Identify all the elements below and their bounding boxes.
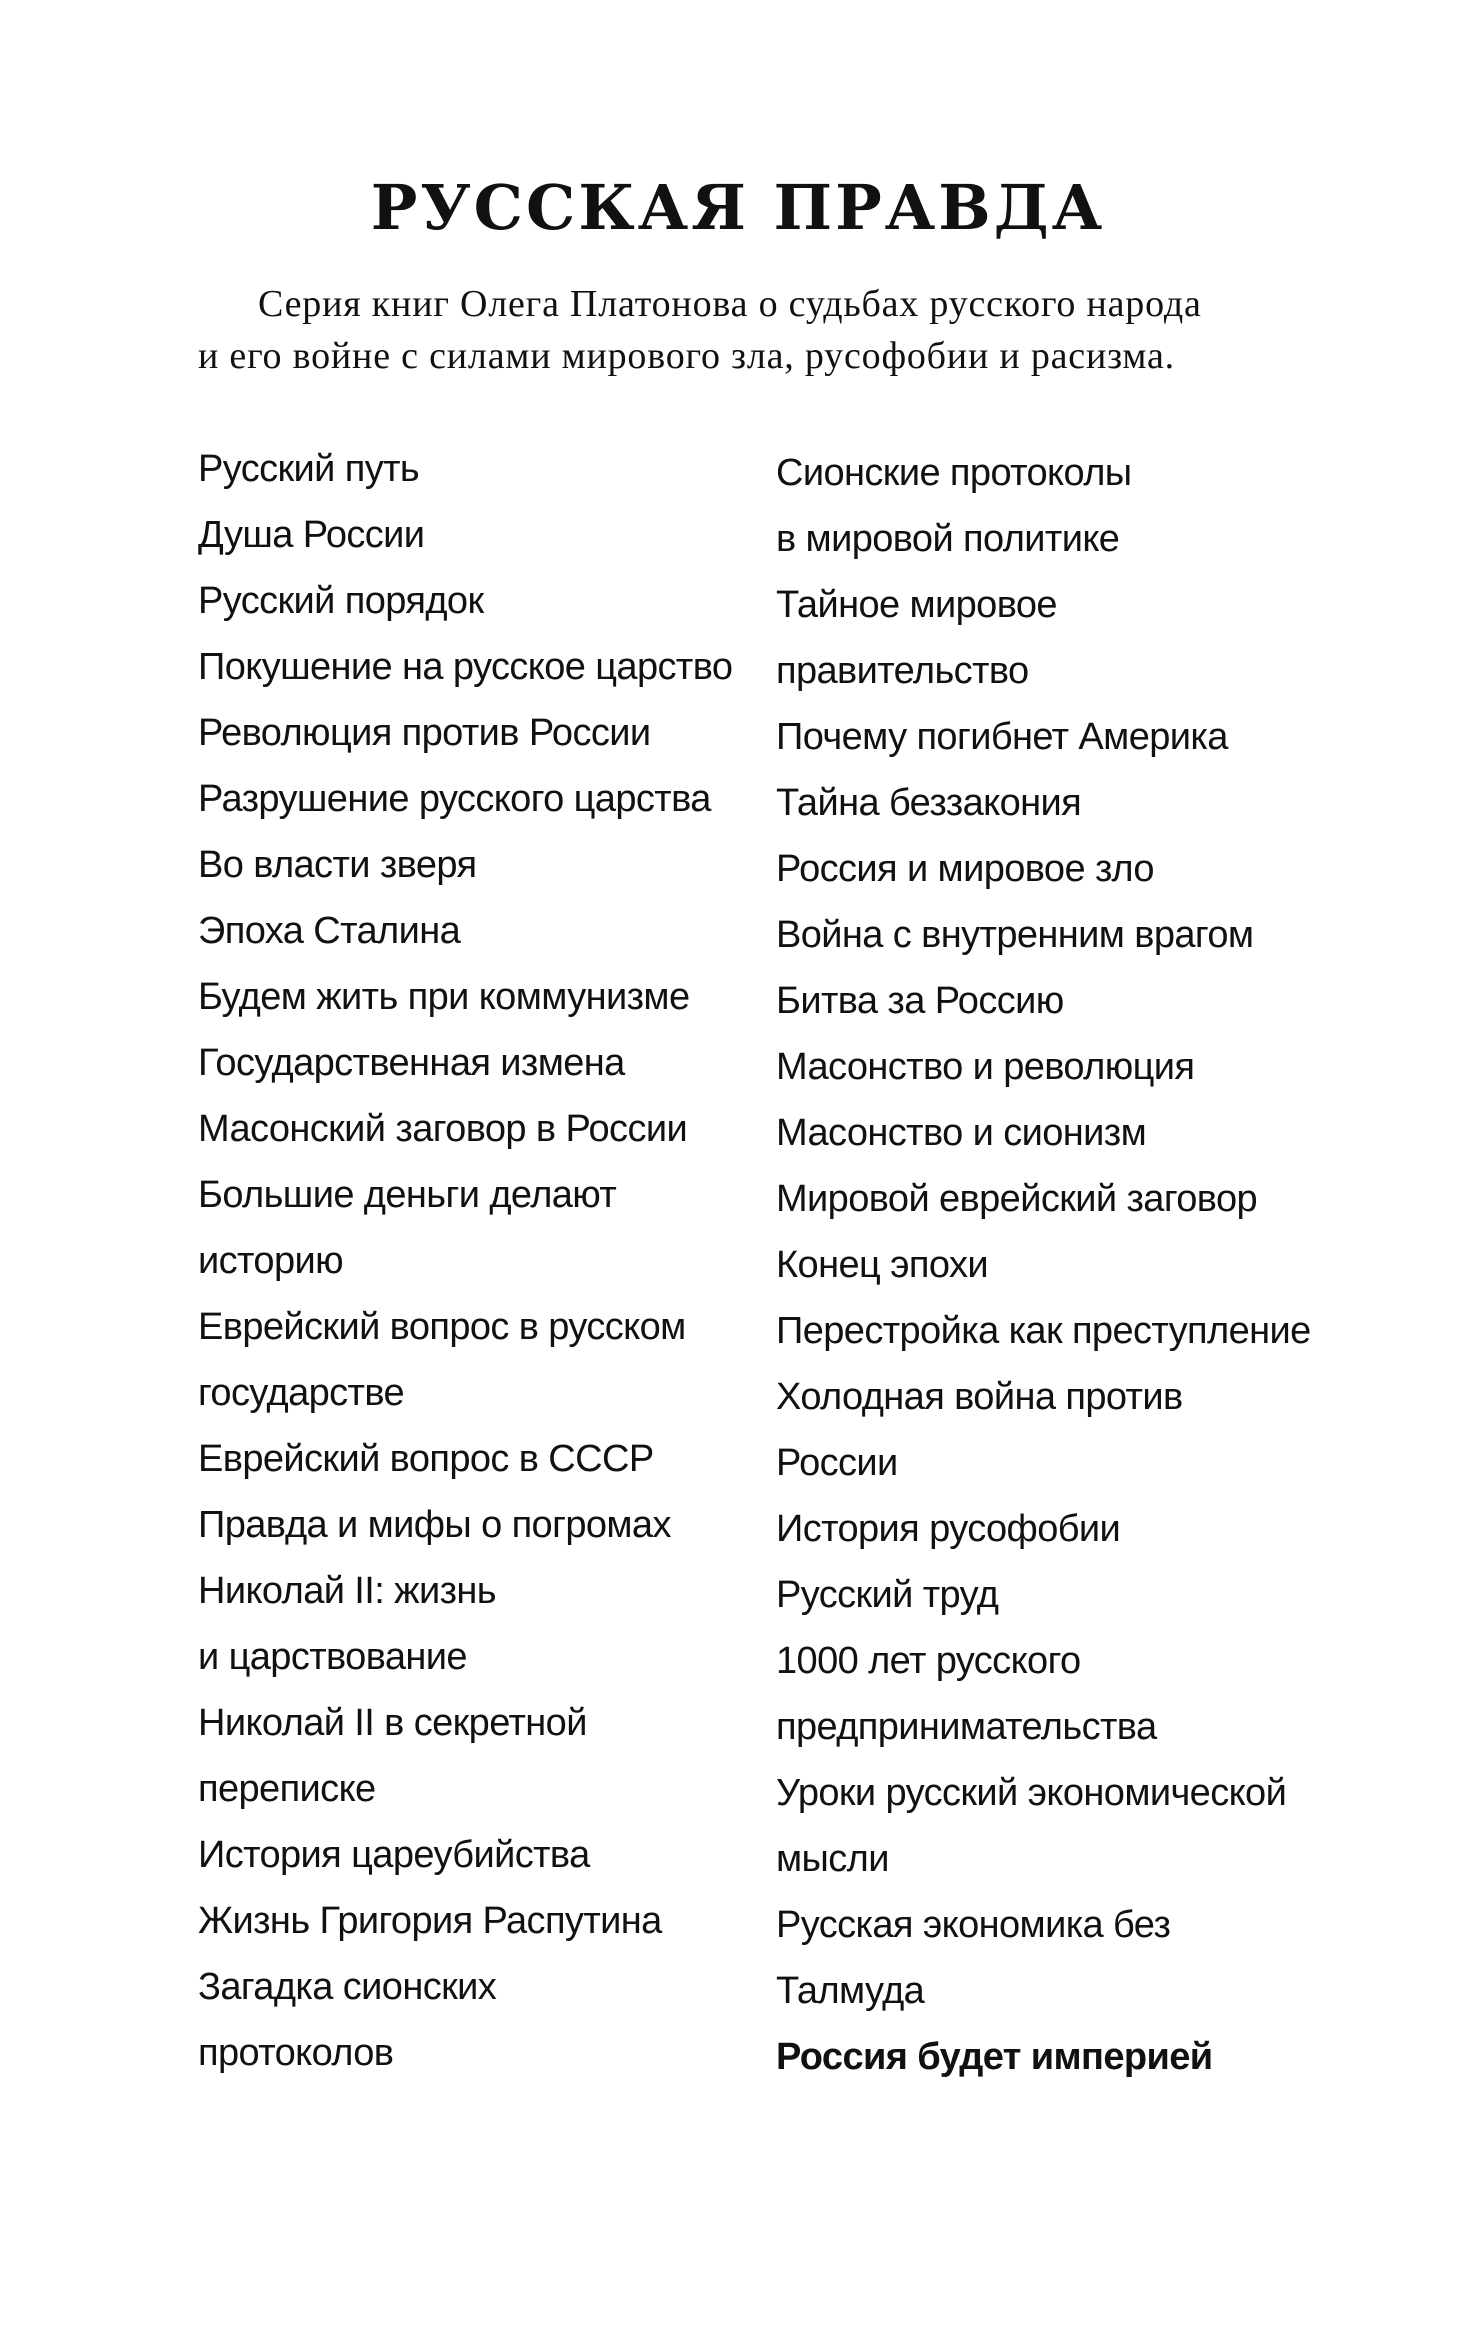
book-title-line: Почему погибнет Америка: [776, 716, 1228, 758]
book-title-line: Россия и мировое зло: [776, 848, 1154, 890]
book-title-line: Государственная измена: [198, 1042, 625, 1084]
book-title-line: Уроки русский экономической: [776, 1772, 1287, 1814]
book-title-line: Русский порядок: [198, 580, 484, 622]
book-title-line: Конец эпохи: [776, 1244, 989, 1286]
book-title-line: Николай II: жизнь: [198, 1570, 496, 1612]
book-title-line: Масонство и революция: [776, 1046, 1195, 1088]
book-title-line: Масонство и сионизм: [776, 1112, 1147, 1154]
book-title-line: Большие деньги делают: [198, 1174, 617, 1216]
book-title-line: Еврейский вопрос в СССР: [198, 1438, 654, 1480]
series-description: [198, 278, 1318, 382]
book-title-line: Правда и мифы о погромах: [198, 1504, 671, 1546]
book-title-line: История цареубийства: [198, 1834, 590, 1876]
book-title-line: Эпоха Сталина: [198, 910, 461, 952]
book-title-line: Загадка сионских: [198, 1966, 497, 2008]
book-title-line: историю: [198, 1240, 343, 1282]
book-title-line: протоколов: [198, 2032, 394, 2074]
book-title-line: Русский путь: [198, 448, 420, 490]
book-list-left: [198, 436, 732, 2086]
book-title-line: Перестройка как преступление: [776, 1310, 1311, 1352]
book-title-line: Сионские протоколы: [776, 452, 1132, 494]
book-title-line: Русская экономика без: [776, 1904, 1171, 1946]
book-title-line: Покушение на русское царство: [198, 646, 733, 688]
description-line-2: и его войне с силами мирового зла, русофобии и расизма.: [198, 335, 1175, 377]
book-title-line: Тайное мировое: [776, 584, 1057, 626]
book-title-line: Душа России: [198, 514, 425, 556]
book-title-line: Талмуда: [776, 1970, 925, 2012]
book-title-line: Мировой еврейский заговор: [776, 1178, 1258, 1220]
book-title-line: Русский труд: [776, 1574, 999, 1616]
book-title-line: Революция против России: [198, 712, 651, 754]
book-title-line: государстве: [198, 1372, 405, 1414]
book-title-line: переписке: [198, 1768, 376, 1810]
book-title-line: и царствование: [198, 1636, 467, 1678]
book-title-line: Еврейский вопрос в русском: [198, 1306, 686, 1348]
book-list-right: [776, 440, 1311, 2090]
book-title-line: Война с внутренним врагом: [776, 914, 1254, 956]
book-title-line: Битва за Россию: [776, 980, 1064, 1022]
book-title-line: правительство: [776, 650, 1029, 692]
book-title-line: России: [776, 1442, 898, 1484]
book-title-line: 1000 лет русского: [776, 1640, 1081, 1682]
book-title-line: Во власти зверя: [198, 844, 477, 886]
book-title-line: мысли: [776, 1838, 889, 1880]
book-title-line: в мировой политике: [776, 518, 1120, 560]
book-title-line: Масонский заговор в России: [198, 1108, 688, 1150]
page-title: РУССКАЯ ПРАВДА: [370, 171, 1106, 244]
book-title-line: История русофобии: [776, 1508, 1121, 1550]
book-title-line: Холодная война против: [776, 1376, 1183, 1418]
book-title-line: Будем жить при коммунизме: [198, 976, 690, 1018]
book-title-line: Разрушение русского царства: [198, 778, 711, 820]
book-title-line: Жизнь Григория Распутина: [198, 1900, 662, 1942]
book-title-line: Николай II в секретной: [198, 1702, 587, 1744]
book-title-line-highlighted: Россия будет империей: [776, 2036, 1213, 2078]
description-line-1: Серия книг Олега Платонова о судьбах русского народа: [258, 283, 1202, 325]
book-title-line: Тайна беззакония: [776, 782, 1082, 824]
book-title-line: предпринимательства: [776, 1706, 1157, 1748]
